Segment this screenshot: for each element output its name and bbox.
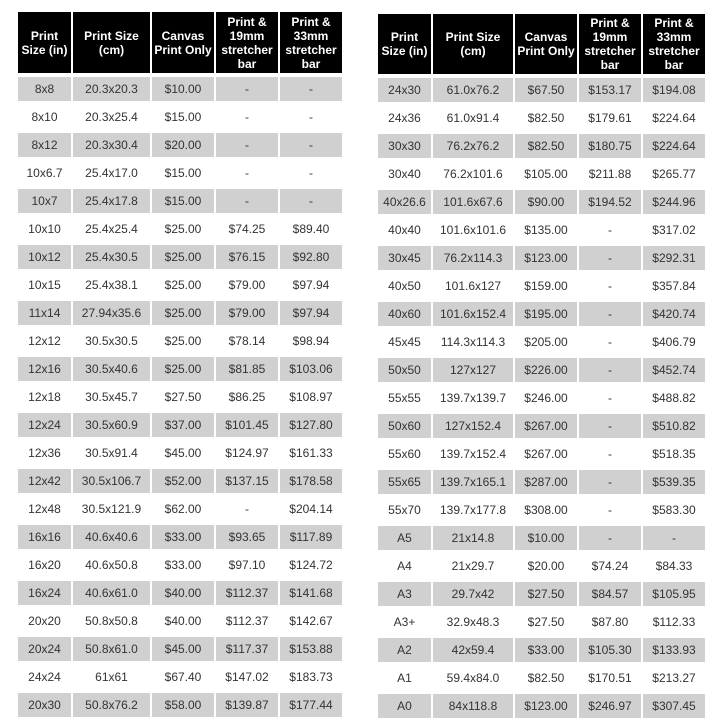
cell-print-size-cm: 59.4x84.0: [446, 671, 500, 685]
cell-print-size: 30x30: [378, 134, 431, 158]
cell-print-size-cm: 101.6x152.4: [433, 302, 513, 326]
cell-print-size: 11x14: [18, 301, 71, 325]
cell-19mm-bar: $84.57: [579, 582, 641, 606]
cell-print-size: 24x30: [378, 78, 431, 102]
cell-33mm-bar: $213.27: [652, 671, 696, 685]
cell-print-size: 16x24: [18, 581, 71, 605]
cell-print-size-cm: 27.94x35.6: [73, 301, 150, 325]
table-row: [378, 554, 705, 578]
cell-33mm-bar: $84.33: [655, 559, 693, 573]
cell-33mm-bar: $224.64: [643, 134, 705, 158]
cell-print-size-cm: 101.6x101.6: [439, 223, 507, 237]
cell-print-size: 12x12: [28, 334, 61, 348]
cell-print-size-cm: 30.5x40.6: [73, 357, 150, 381]
cell-canvas-only: $27.50: [515, 582, 577, 606]
cell-33mm-bar: -: [643, 526, 705, 550]
table-row: [18, 133, 342, 157]
cell-canvas-only: $33.00: [152, 525, 214, 549]
cell-canvas-only: $25.00: [164, 222, 202, 236]
cell-print-size: 10x6.7: [26, 166, 63, 180]
cell-canvas-only: $67.40: [164, 670, 202, 684]
cell-33mm-bar: -: [280, 189, 342, 213]
table-row: [18, 413, 342, 437]
cell-33mm-bar: $317.02: [652, 223, 696, 237]
cell-print-size-cm: 101.6x127: [444, 279, 502, 293]
cell-print-size-cm: 21x29.7: [451, 559, 495, 573]
cell-33mm-bar: $112.33: [652, 615, 696, 629]
cell-print-size: 50x60: [378, 414, 431, 438]
cell-33mm-bar: $307.45: [643, 694, 705, 718]
cell-print-size-cm: 30.5x91.4: [85, 446, 138, 460]
cell-19mm-bar: $117.37: [216, 637, 278, 661]
cell-print-size-cm: 127x152.4: [433, 414, 513, 438]
cell-print-size-cm: 61.0x76.2: [433, 78, 513, 102]
cell-33mm-bar: $117.89: [280, 525, 342, 549]
cell-canvas-only: $52.00: [152, 469, 214, 493]
cell-19mm-bar: $97.10: [228, 558, 266, 572]
cell-33mm-bar: $97.94: [280, 301, 342, 325]
cell-canvas-only: $287.00: [515, 470, 577, 494]
cell-canvas-only: $205.00: [524, 335, 568, 349]
table-row: [18, 581, 342, 605]
cell-33mm-bar: $244.96: [643, 190, 705, 214]
cell-print-size-cm: 30.5x121.9: [81, 502, 142, 516]
table-body-left: [18, 77, 342, 717]
cell-19mm-bar: $180.75: [579, 134, 641, 158]
cell-print-size: 16x20: [28, 558, 61, 572]
cell-19mm-bar: $124.97: [225, 446, 269, 460]
cell-print-size-cm: 61x61: [95, 670, 128, 684]
cell-33mm-bar: $141.68: [280, 581, 342, 605]
cell-19mm-bar: $194.52: [579, 190, 641, 214]
cell-canvas-only: $105.00: [524, 167, 568, 181]
cell-19mm-bar: $79.00: [216, 301, 278, 325]
cell-print-size-cm: 139.7x139.7: [439, 391, 507, 405]
cell-print-size: 40x60: [378, 302, 431, 326]
cell-print-size: 40x50: [388, 279, 421, 293]
cell-19mm-bar: $170.51: [588, 671, 632, 685]
cell-canvas-only: $58.00: [152, 693, 214, 717]
cell-19mm-bar: $211.88: [588, 167, 632, 181]
cell-print-size: 20x20: [28, 614, 61, 628]
table-row: [378, 638, 705, 662]
cell-print-size-cm: 101.6x67.6: [433, 190, 513, 214]
cell-canvas-only: $123.00: [515, 694, 577, 718]
cell-canvas-only: $15.00: [164, 166, 202, 180]
cell-33mm-bar: $92.80: [280, 245, 342, 269]
cell-print-size: 10x7: [18, 189, 71, 213]
cell-print-size-cm: 30.5x60.9: [73, 413, 150, 437]
cell-33mm-bar: $204.14: [289, 502, 333, 516]
cell-print-size-cm: 40.6x50.8: [85, 558, 138, 572]
cell-canvas-only: $25.00: [164, 278, 202, 292]
cell-print-size-cm: 139.7x152.4: [439, 447, 507, 461]
cell-19mm-bar: -: [608, 279, 612, 293]
cell-print-size-cm: 50.8x76.2: [73, 693, 150, 717]
cell-canvas-only: $267.00: [524, 447, 568, 461]
cell-33mm-bar: $97.94: [292, 278, 330, 292]
cell-19mm-bar: -: [245, 502, 249, 516]
cell-print-size-cm: 25.4x30.5: [73, 245, 150, 269]
cell-print-size: 30x40: [388, 167, 421, 181]
cell-33mm-bar: $183.73: [289, 670, 333, 684]
cell-33mm-bar: $161.33: [289, 446, 333, 460]
table-row: [18, 525, 342, 549]
cell-print-size: 20x30: [18, 693, 71, 717]
table-row: [18, 441, 342, 465]
cell-canvas-only: $37.00: [152, 413, 214, 437]
cell-19mm-bar: -: [608, 335, 612, 349]
cell-19mm-bar: -: [245, 166, 249, 180]
cell-print-size: A5: [378, 526, 431, 550]
cell-print-size: A2: [378, 638, 431, 662]
cell-print-size: A4: [397, 559, 412, 573]
table-row: [18, 497, 342, 521]
cell-canvas-only: $45.00: [152, 637, 214, 661]
table-row: [378, 358, 705, 382]
cell-print-size: 24x36: [388, 111, 421, 125]
header-print-size: Print Size (in): [378, 14, 431, 74]
cell-canvas-only: $10.00: [152, 77, 214, 101]
cell-19mm-bar: -: [579, 246, 641, 270]
cell-print-size: 10x10: [28, 222, 61, 236]
cell-33mm-bar: $108.97: [289, 390, 333, 404]
cell-19mm-bar: -: [216, 189, 278, 213]
cell-canvas-only: $25.00: [152, 357, 214, 381]
cell-33mm-bar: $177.44: [280, 693, 342, 717]
cell-canvas-only: $267.00: [515, 414, 577, 438]
cell-print-size-cm: 29.7x42: [433, 582, 513, 606]
cell-33mm-bar: -: [280, 133, 342, 157]
cell-print-size: 30x45: [378, 246, 431, 270]
cell-print-size-cm: 76.2x114.3: [433, 246, 513, 270]
header-print-size-cm: Print Size (cm): [73, 12, 150, 73]
header-33mm-bar: Print & 33mm stretcher bar: [643, 14, 705, 74]
cell-19mm-bar: -: [608, 447, 612, 461]
cell-19mm-bar: $105.30: [579, 638, 641, 662]
cell-canvas-only: $246.00: [524, 391, 568, 405]
cell-canvas-only: $27.50: [527, 615, 565, 629]
cell-print-size: 40x26.6: [378, 190, 431, 214]
cell-19mm-bar: $86.25: [228, 390, 266, 404]
table-row: [378, 274, 705, 298]
cell-19mm-bar: $87.80: [591, 615, 629, 629]
cell-canvas-only: $159.00: [524, 279, 568, 293]
cell-print-size: 12x42: [18, 469, 71, 493]
cell-print-size: 50x50: [378, 358, 431, 382]
table-row: [378, 134, 705, 158]
cell-print-size-cm: 25.4x17.0: [85, 166, 138, 180]
cell-33mm-bar: $265.77: [652, 167, 696, 181]
header-print-size: Print Size (in): [18, 12, 71, 73]
cell-canvas-only: $25.00: [164, 334, 202, 348]
cell-print-size: 12x24: [18, 413, 71, 437]
cell-print-size-cm: 50.8x50.8: [85, 614, 138, 628]
cell-canvas-only: $33.00: [164, 558, 202, 572]
cell-print-size-cm: 30.5x45.7: [85, 390, 138, 404]
cell-19mm-bar: -: [579, 302, 641, 326]
cell-19mm-bar: $139.87: [216, 693, 278, 717]
header-19mm-bar: Print & 19mm stretcher bar: [579, 14, 641, 74]
cell-canvas-only: $82.50: [515, 134, 577, 158]
cell-canvas-only: $20.00: [527, 559, 565, 573]
cell-33mm-bar: $510.82: [643, 414, 705, 438]
cell-33mm-bar: -: [280, 77, 342, 101]
cell-19mm-bar: -: [579, 470, 641, 494]
cell-33mm-bar: $89.40: [292, 222, 330, 236]
cell-print-size: 8x12: [18, 133, 71, 157]
cell-19mm-bar: $93.65: [216, 525, 278, 549]
table-row: [378, 666, 705, 690]
cell-print-size-cm: 76.2x76.2: [433, 134, 513, 158]
cell-canvas-only: $40.00: [152, 581, 214, 605]
cell-19mm-bar: -: [245, 110, 249, 124]
cell-print-size-cm: 127x127: [433, 358, 513, 382]
cell-33mm-bar: $420.74: [643, 302, 705, 326]
cell-print-size: 16x16: [18, 525, 71, 549]
cell-print-size: A3: [378, 582, 431, 606]
header-row: [378, 14, 705, 74]
cell-19mm-bar: $246.97: [579, 694, 641, 718]
cell-print-size-cm: 139.7x177.8: [439, 503, 507, 517]
cell-canvas-only: $25.00: [152, 245, 214, 269]
cell-print-size: A3+: [393, 615, 416, 629]
cell-33mm-bar: $224.64: [652, 111, 696, 125]
table-row: [18, 469, 342, 493]
header-19mm-bar: Print & 19mm stretcher bar: [216, 12, 278, 73]
cell-print-size-cm: 25.4x38.1: [85, 278, 138, 292]
cell-33mm-bar: $127.80: [280, 413, 342, 437]
cell-19mm-bar: -: [608, 391, 612, 405]
table-row: [18, 301, 342, 325]
table-row: [378, 330, 705, 354]
cell-print-size: 55x65: [378, 470, 431, 494]
table-row: [18, 273, 342, 297]
cell-print-size-cm: 21x14.8: [433, 526, 513, 550]
table-row: [378, 218, 705, 242]
cell-33mm-bar: -: [309, 110, 313, 124]
cell-print-size: A1: [397, 671, 412, 685]
cell-print-size: 40x40: [388, 223, 421, 237]
cell-canvas-only: $308.00: [524, 503, 568, 517]
cell-print-size-cm: 61.0x91.4: [446, 111, 500, 125]
cell-19mm-bar: -: [216, 77, 278, 101]
header-canvas-only: Canvas Print Only: [152, 12, 214, 73]
cell-print-size-cm: 114.3x114.3: [440, 335, 506, 349]
cell-print-size-cm: 20.3x30.4: [73, 133, 150, 157]
cell-print-size: 12x18: [28, 390, 61, 404]
cell-canvas-only: $82.50: [527, 671, 565, 685]
cell-33mm-bar: $142.67: [289, 614, 333, 628]
table-row: [18, 189, 342, 213]
table-row: [378, 442, 705, 466]
cell-19mm-bar: $74.24: [591, 559, 629, 573]
cell-print-size-cm: 50.8x61.0: [73, 637, 150, 661]
table-body-right: [378, 78, 705, 718]
cell-19mm-bar: $101.45: [216, 413, 278, 437]
cell-print-size: 45x45: [388, 335, 421, 349]
cell-33mm-bar: $194.08: [643, 78, 705, 102]
table-row: [378, 106, 705, 130]
cell-19mm-bar: $74.25: [228, 222, 266, 236]
cell-canvas-only: $135.00: [524, 223, 568, 237]
cell-print-size: 12x36: [28, 446, 61, 460]
cell-33mm-bar: $98.94: [292, 334, 330, 348]
price-table-left: [16, 8, 344, 721]
header-print-size-cm: Print Size (cm): [433, 14, 513, 74]
cell-33mm-bar: $292.31: [643, 246, 705, 270]
cell-canvas-only: $15.00: [152, 189, 214, 213]
cell-19mm-bar: $81.85: [216, 357, 278, 381]
cell-canvas-only: $10.00: [515, 526, 577, 550]
cell-19mm-bar: -: [579, 414, 641, 438]
cell-33mm-bar: $103.06: [280, 357, 342, 381]
cell-33mm-bar: $124.72: [289, 558, 333, 572]
cell-33mm-bar: $518.35: [652, 447, 696, 461]
table-row: [378, 694, 705, 718]
table-row: [18, 385, 342, 409]
cell-33mm-bar: $452.74: [643, 358, 705, 382]
cell-19mm-bar: $76.15: [216, 245, 278, 269]
table-row: [18, 553, 342, 577]
cell-print-size: 8x10: [31, 110, 58, 124]
cell-canvas-only: $25.00: [152, 301, 214, 325]
cell-print-size: 24x24: [28, 670, 61, 684]
table-row: [18, 693, 342, 717]
cell-print-size-cm: 139.7x165.1: [433, 470, 513, 494]
cell-print-size-cm: 30.5x30.5: [85, 334, 138, 348]
cell-print-size: 20x24: [18, 637, 71, 661]
cell-19mm-bar: -: [608, 223, 612, 237]
cell-canvas-only: $226.00: [515, 358, 577, 382]
cell-canvas-only: $15.00: [164, 110, 202, 124]
cell-canvas-only: $45.00: [164, 446, 202, 460]
table-row: [18, 609, 342, 633]
cell-print-size: 10x15: [28, 278, 61, 292]
cell-19mm-bar: $78.14: [228, 334, 266, 348]
cell-33mm-bar: $133.93: [643, 638, 705, 662]
cell-19mm-bar: $147.02: [225, 670, 269, 684]
cell-19mm-bar: -: [579, 526, 641, 550]
cell-canvas-only: $62.00: [164, 502, 202, 516]
cell-print-size-cm: 84x118.8: [433, 694, 513, 718]
cell-print-size: 55x70: [388, 503, 421, 517]
cell-print-size-cm: 20.3x20.3: [73, 77, 150, 101]
price-table-right: [376, 10, 707, 722]
table-row: [378, 610, 705, 634]
cell-print-size: 55x55: [388, 391, 421, 405]
table-row: [18, 245, 342, 269]
cell-print-size-cm: 40.6x61.0: [73, 581, 150, 605]
header-canvas-only: Canvas Print Only: [515, 14, 577, 74]
cell-19mm-bar: $153.17: [579, 78, 641, 102]
table-row: [378, 78, 705, 102]
cell-print-size: 12x48: [28, 502, 61, 516]
cell-33mm-bar: $357.84: [652, 279, 696, 293]
cell-19mm-bar: $137.15: [216, 469, 278, 493]
cell-33mm-bar: $583.30: [652, 503, 696, 517]
table-row: [18, 665, 342, 689]
table-row: [18, 105, 342, 129]
cell-print-size-cm: 76.2x101.6: [443, 167, 503, 181]
cell-19mm-bar: -: [608, 503, 612, 517]
header-33mm-bar: Print & 33mm stretcher bar: [280, 12, 342, 73]
cell-canvas-only: $82.50: [527, 111, 565, 125]
table-row: [378, 162, 705, 186]
cell-33mm-bar: $178.58: [280, 469, 342, 493]
cell-print-size-cm: 25.4x17.8: [73, 189, 150, 213]
cell-canvas-only: $33.00: [515, 638, 577, 662]
cell-33mm-bar: -: [309, 166, 313, 180]
cell-print-size: A0: [378, 694, 431, 718]
cell-canvas-only: $123.00: [515, 246, 577, 270]
table-row: [18, 357, 342, 381]
cell-canvas-only: $40.00: [164, 614, 202, 628]
table-row: [378, 498, 705, 522]
table-row: [378, 190, 705, 214]
table-row: [378, 302, 705, 326]
cell-print-size: 55x60: [388, 447, 421, 461]
cell-19mm-bar: $79.00: [228, 278, 266, 292]
table-row: [378, 414, 705, 438]
cell-print-size-cm: 42x59.4: [433, 638, 513, 662]
cell-canvas-only: $20.00: [152, 133, 214, 157]
cell-print-size: 8x8: [18, 77, 71, 101]
cell-print-size-cm: 20.3x25.4: [85, 110, 138, 124]
cell-print-size-cm: 40.6x40.6: [73, 525, 150, 549]
cell-33mm-bar: $153.88: [280, 637, 342, 661]
table-row: [18, 637, 342, 661]
cell-canvas-only: $67.50: [515, 78, 577, 102]
cell-print-size-cm: 30.5x106.7: [73, 469, 150, 493]
cell-33mm-bar: $488.82: [652, 391, 696, 405]
cell-print-size-cm: 25.4x25.4: [85, 222, 138, 236]
table-row: [378, 246, 705, 270]
cell-canvas-only: $27.50: [164, 390, 202, 404]
table-row: [378, 526, 705, 550]
cell-print-size: 12x16: [18, 357, 71, 381]
cell-33mm-bar: $105.95: [643, 582, 705, 606]
cell-19mm-bar: $112.37: [225, 614, 269, 628]
cell-canvas-only: $90.00: [515, 190, 577, 214]
table-row: [18, 217, 342, 241]
cell-19mm-bar: -: [579, 358, 641, 382]
cell-33mm-bar: $406.79: [652, 335, 696, 349]
cell-19mm-bar: -: [216, 133, 278, 157]
table-row: [378, 386, 705, 410]
table-row: [378, 582, 705, 606]
table-row: [18, 77, 342, 101]
table-row: [18, 161, 342, 185]
cell-19mm-bar: $179.61: [588, 111, 632, 125]
cell-33mm-bar: $539.35: [643, 470, 705, 494]
cell-19mm-bar: $112.37: [216, 581, 278, 605]
cell-print-size: 10x12: [18, 245, 71, 269]
table-row: [18, 329, 342, 353]
cell-canvas-only: $195.00: [515, 302, 577, 326]
table-row: [378, 470, 705, 494]
header-row: [18, 12, 342, 73]
cell-print-size-cm: 32.9x48.3: [446, 615, 500, 629]
